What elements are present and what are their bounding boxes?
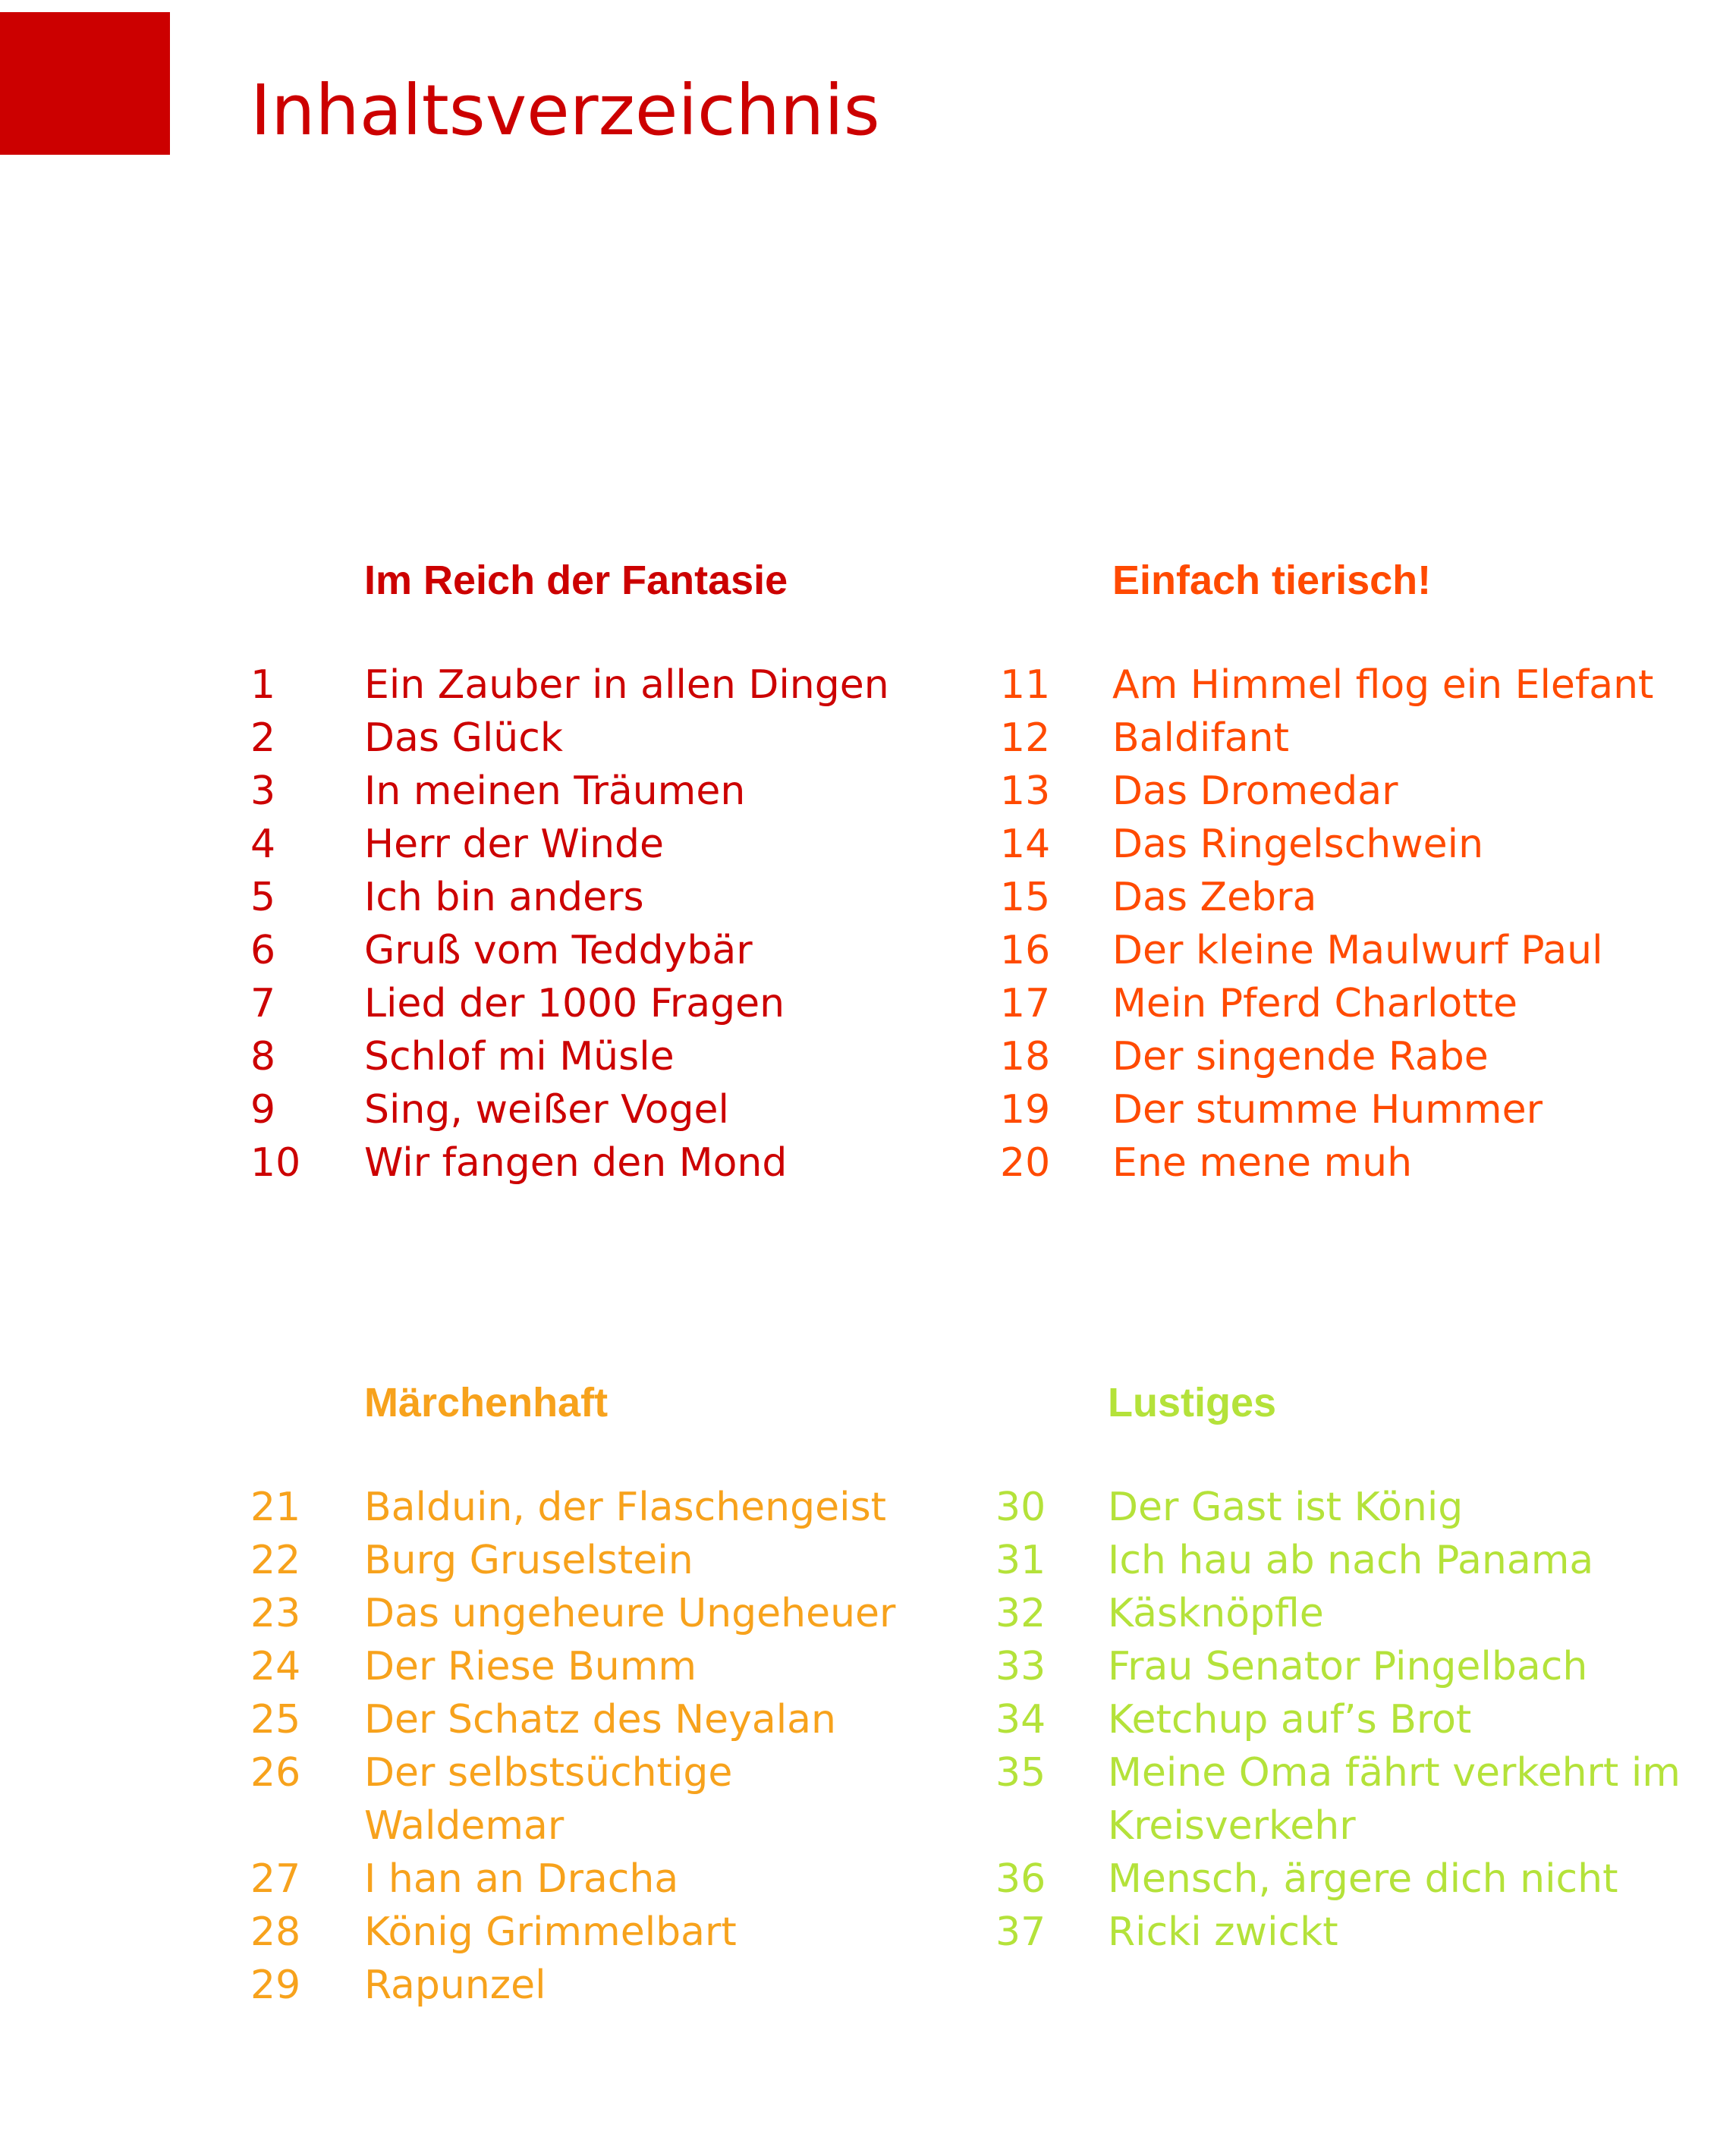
entry-title: Das ungeheure Ungeheuer xyxy=(364,1591,896,1636)
entry-number: 36 xyxy=(995,1856,1046,1902)
entry-title: Das Zebra xyxy=(1112,875,1317,920)
entry-title: Baldifant xyxy=(1112,715,1289,761)
entry-title: Ich bin anders xyxy=(364,875,644,920)
entry-title: Der Gast ist König xyxy=(1108,1485,1464,1530)
toc-entry xyxy=(1000,1136,1719,1189)
entry-number: 8 xyxy=(250,1034,276,1079)
entry-number: 20 xyxy=(1000,1140,1051,1186)
entry-title: Ich hau ab nach Panama xyxy=(1108,1538,1594,1583)
entry-title: Am Himmel flog ein Elefant xyxy=(1112,662,1654,708)
entry-title: Das Ringelschwein xyxy=(1112,822,1484,867)
entry-number: 14 xyxy=(1000,822,1051,867)
entry-number: 29 xyxy=(250,1963,301,2008)
toc-entry xyxy=(995,1640,1700,1693)
toc-entry xyxy=(250,1693,941,1746)
entry-title: Der singende Rabe xyxy=(1112,1034,1489,1079)
toc-entry xyxy=(250,871,926,924)
entry-number: 5 xyxy=(250,875,276,920)
entry-title: Der kleine Maulwurf Paul xyxy=(1112,928,1603,973)
entry-number: 32 xyxy=(995,1591,1046,1636)
entry-title: I han an Dracha xyxy=(364,1856,679,1902)
entry-number: 24 xyxy=(250,1644,301,1689)
entry-title: Der Riese Bumm xyxy=(364,1644,697,1689)
toc-entry xyxy=(995,1481,1700,1534)
entry-number: 17 xyxy=(1000,981,1051,1026)
toc-entry xyxy=(250,924,926,977)
toc-entry xyxy=(250,1853,941,1906)
entry-title: Mein Pferd Charlotte xyxy=(1112,981,1517,1026)
toc-entry xyxy=(1000,818,1719,871)
entry-number: 12 xyxy=(1000,715,1051,761)
toc-entry xyxy=(995,1587,1700,1640)
entry-number: 21 xyxy=(250,1485,301,1530)
entry-number: 28 xyxy=(250,1909,301,1955)
toc-entry xyxy=(995,1853,1700,1906)
entry-number: 6 xyxy=(250,928,276,973)
toc-entry xyxy=(250,1587,941,1640)
entry-number: 27 xyxy=(250,1856,301,1902)
song-list xyxy=(250,1481,941,2012)
song-list xyxy=(995,1481,1700,1959)
toc-entry xyxy=(250,1030,926,1083)
entry-title: Wir fangen den Mond xyxy=(364,1140,788,1186)
entry-title: Sing, weißer Vogel xyxy=(364,1087,729,1133)
entry-number: 18 xyxy=(1000,1034,1051,1079)
entry-number: 25 xyxy=(250,1697,301,1743)
toc-entry xyxy=(1000,977,1719,1030)
page-title: Inhaltsverzeichnis xyxy=(250,70,880,151)
toc-entry xyxy=(250,1481,941,1534)
toc-entry xyxy=(250,1906,941,1959)
toc-entry xyxy=(1000,712,1719,765)
entry-number: 26 xyxy=(250,1750,301,1796)
entry-number: 4 xyxy=(250,822,276,867)
toc-entry xyxy=(250,1083,926,1136)
entry-number: 30 xyxy=(995,1485,1046,1530)
entry-number: 9 xyxy=(250,1087,276,1133)
toc-entry xyxy=(1000,871,1719,924)
entry-title: Gruß vom Teddybär xyxy=(364,928,753,973)
entry-title: Balduin, der Flaschengeist xyxy=(364,1485,887,1530)
entry-number: 22 xyxy=(250,1538,301,1583)
entry-number: 35 xyxy=(995,1750,1046,1796)
section-heading: Lustiges xyxy=(1108,1380,1277,1425)
entry-title: Meine Oma fährt verkehrt im Kreisverkehr xyxy=(1108,1750,1681,1849)
entry-title: König Grimmelbart xyxy=(364,1909,737,1955)
entry-title: Mensch, ärgere dich nicht xyxy=(1108,1856,1618,1902)
toc-entry xyxy=(995,1693,1700,1746)
section-heading: Im Reich der Fantasie xyxy=(364,558,788,603)
toc-entry xyxy=(250,1959,941,2012)
section-heading: Einfach tierisch! xyxy=(1112,558,1432,603)
song-list xyxy=(250,658,926,1189)
entry-title: Lied der 1000 Fragen xyxy=(364,981,785,1026)
toc-entry xyxy=(1000,765,1719,818)
toc-entry xyxy=(1000,658,1719,712)
entry-number: 16 xyxy=(1000,928,1051,973)
entry-title: Das Glück xyxy=(364,715,563,761)
toc-entry xyxy=(995,1906,1700,1959)
toc-entry xyxy=(250,818,926,871)
toc-entry xyxy=(250,1640,941,1693)
entry-title: Ketchup auf’s Brot xyxy=(1108,1697,1472,1743)
entry-number: 19 xyxy=(1000,1087,1051,1133)
entry-title: Ene mene muh xyxy=(1112,1140,1413,1186)
toc-entry xyxy=(250,658,926,712)
entry-number: 3 xyxy=(250,768,276,814)
entry-title: Schlof mi Müsle xyxy=(364,1034,675,1079)
entry-number: 31 xyxy=(995,1538,1046,1583)
entry-title: Burg Gruselstein xyxy=(364,1538,693,1583)
toc-entry xyxy=(1000,1030,1719,1083)
toc-entry xyxy=(250,1534,941,1587)
entry-title: In meinen Träumen xyxy=(364,768,746,814)
toc-entry xyxy=(250,1136,926,1189)
toc-entry xyxy=(1000,1083,1719,1136)
entry-title: Das Dromedar xyxy=(1112,768,1398,814)
entry-number: 11 xyxy=(1000,662,1051,708)
section-heading: Märchenhaft xyxy=(364,1380,609,1425)
entry-number: 1 xyxy=(250,662,276,708)
toc-entry xyxy=(250,1746,941,1853)
entry-title: Rapunzel xyxy=(364,1963,546,2008)
entry-number: 33 xyxy=(995,1644,1046,1689)
toc-entry xyxy=(995,1746,1700,1853)
toc-entry xyxy=(1000,924,1719,977)
song-list xyxy=(1000,658,1719,1189)
entry-title: Der Schatz des Neyalan xyxy=(364,1697,836,1743)
entry-title: Der stumme Hummer xyxy=(1112,1087,1543,1133)
entry-number: 37 xyxy=(995,1909,1046,1955)
entry-number: 7 xyxy=(250,981,276,1026)
entry-title: Der selbstsüchtige Waldemar xyxy=(364,1750,733,1849)
entry-title: Herr der Winde xyxy=(364,822,665,867)
red-corner-block xyxy=(0,12,170,155)
entry-title: Ricki zwickt xyxy=(1108,1909,1338,1955)
entry-number: 13 xyxy=(1000,768,1051,814)
entry-number: 10 xyxy=(250,1140,301,1186)
entry-number: 34 xyxy=(995,1697,1046,1743)
entry-number: 23 xyxy=(250,1591,301,1636)
entry-title: Frau Senator Pingelbach xyxy=(1108,1644,1588,1689)
entry-title: Käsknöpfle xyxy=(1108,1591,1324,1636)
toc-entry xyxy=(250,765,926,818)
entry-number: 15 xyxy=(1000,875,1051,920)
toc-entry xyxy=(250,712,926,765)
toc-entry xyxy=(250,977,926,1030)
toc-entry xyxy=(995,1534,1700,1587)
entry-number: 2 xyxy=(250,715,276,761)
entry-title: Ein Zauber in allen Dingen xyxy=(364,662,889,708)
